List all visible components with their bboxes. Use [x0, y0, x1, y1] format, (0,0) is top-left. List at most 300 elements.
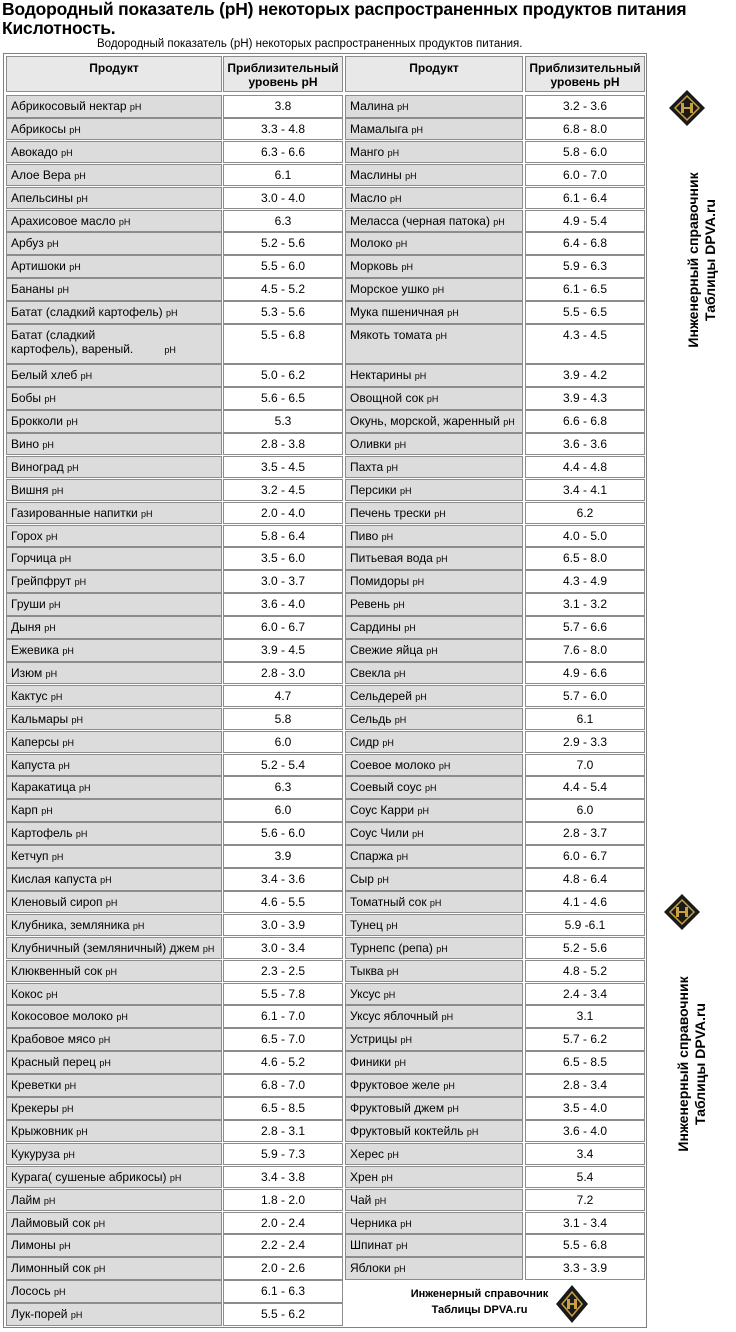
ph-value: 3.2 - 3.6 [562, 99, 608, 113]
ph-suffix: pH [432, 285, 445, 296]
product-name: Абрикосы [11, 121, 66, 136]
ph-suffix: pH [47, 239, 59, 250]
ph-suffix: pH [503, 417, 515, 427]
product-cell [6, 210, 222, 233]
product-name: Крекеры [11, 1101, 59, 1115]
ph-value: 5.3 [274, 414, 292, 428]
product-cell [345, 914, 523, 937]
ph-value-cell [525, 799, 645, 822]
product-cell [6, 570, 222, 593]
product-name: Манго [350, 144, 385, 159]
product-name: Ежевика [11, 643, 59, 657]
ph-suffix: pH [424, 783, 437, 794]
product-cell [345, 387, 523, 410]
product-cell [345, 1074, 523, 1097]
watermark-top-text: Инженерный справочник Таблицы DPVA.ru [685, 172, 718, 348]
ph-value-cell [525, 547, 645, 570]
product-cell [345, 301, 523, 324]
ph-suffix: pH [53, 1287, 66, 1298]
ph-suffix: pH [76, 193, 88, 204]
ph-value: 5.9 -6.1 [564, 917, 606, 932]
product-name: Сыр [350, 872, 374, 886]
product-name: Малина [350, 99, 394, 113]
page-title [2, 0, 734, 38]
ph-value-cell [223, 1005, 343, 1028]
ph-value-cell [525, 278, 645, 301]
ph-value: 6.3 - 6.6 [260, 144, 306, 159]
ph-value-cell [525, 1005, 645, 1028]
ph-value: 2.8 - 3.0 [260, 665, 306, 680]
ph-value: 2.2 - 2.4 [260, 1238, 306, 1253]
product-name: Бобы [11, 391, 42, 406]
product-cell [345, 502, 523, 525]
product-name: Крыжовник [11, 1123, 73, 1138]
product-cell [6, 95, 222, 118]
ph-value: 3.3 - 4.8 [260, 121, 306, 136]
ph-suffix: pH [493, 216, 505, 227]
ph-suffix: pH [118, 216, 131, 227]
product-cell [6, 525, 222, 548]
product-cell [6, 868, 222, 891]
ph-suffix: pH [76, 1126, 88, 1137]
product-cell [345, 960, 523, 983]
ph-value-cell [223, 983, 343, 1006]
product-name: Лимонный сок [11, 1261, 91, 1276]
product-name: Яблоки [350, 1261, 391, 1276]
ph-value-cell [223, 278, 343, 301]
product-cell [345, 639, 523, 662]
ph-value-cell [525, 1120, 645, 1143]
product-cell [6, 232, 222, 255]
ph-suffix: pH [426, 394, 439, 405]
ph-value: 6.1 [274, 167, 292, 182]
product-name: Изюм [11, 665, 43, 680]
product-cell [6, 685, 222, 708]
dpva-logo-icon [555, 1284, 589, 1324]
ph-value-cell [525, 364, 645, 387]
product-name: Кислая капуста [11, 872, 97, 886]
product-cell [6, 914, 222, 937]
product-name: Грейпфрут [11, 574, 72, 589]
product-cell [6, 118, 222, 141]
ph-suffix: pH [414, 371, 427, 382]
ph-value-cell [525, 1189, 645, 1212]
ph-value: 6.5 - 8.5 [260, 1101, 306, 1115]
product-name: Уксус яблочный [350, 1009, 439, 1024]
ph-value-cell [525, 845, 645, 868]
ph-suffix: pH [411, 124, 424, 135]
product-name: Сельдерей [350, 688, 412, 703]
ph-value: 2.0 - 2.6 [260, 1261, 306, 1276]
ph-suffix: pH [400, 1218, 412, 1229]
ph-value-cell [223, 364, 343, 387]
product-cell [345, 1005, 523, 1028]
product-name: Молоко [350, 236, 393, 251]
product-name: Вино [11, 436, 40, 451]
dpva-logo-icon [667, 88, 707, 128]
ph-suffix: pH [69, 124, 81, 135]
ph-value: 3.9 - 4.5 [260, 643, 306, 657]
product-name: Морковь [350, 259, 399, 274]
ph-value: 4.0 - 5.0 [562, 528, 608, 543]
product-cell [6, 324, 222, 364]
ph-suffix: pH [62, 1104, 74, 1114]
ph-suffix: pH [59, 1241, 71, 1252]
product-cell [6, 1257, 222, 1280]
ph-value-cell [525, 95, 645, 118]
ph-suffix: pH [443, 1081, 455, 1092]
ph-value: 6.1 [576, 711, 594, 726]
product-cell [345, 547, 523, 570]
ph-value: 6.0 [274, 734, 292, 749]
product-cell [6, 754, 222, 777]
ph-value-cell [223, 164, 343, 187]
ph-suffix: pH [387, 1149, 399, 1160]
product-cell [6, 456, 222, 479]
ph-value-cell [525, 433, 645, 456]
ph-suffix: pH [62, 737, 74, 748]
product-cell [6, 1234, 222, 1257]
ph-value: 5.5 - 7.8 [260, 986, 306, 1001]
ph-value-cell [525, 210, 645, 233]
ph-value-cell [223, 525, 343, 548]
ph-suffix: pH [169, 1172, 182, 1183]
header-product-right-label: Продукт [409, 61, 459, 75]
ph-table [3, 53, 647, 1328]
ph-value: 2.8 - 3.1 [260, 1123, 306, 1138]
ph-value-cell [525, 187, 645, 210]
product-cell [6, 616, 222, 639]
ph-value: 2.8 - 3.8 [260, 436, 306, 451]
ph-value-cell [223, 255, 343, 278]
product-cell [345, 1143, 523, 1166]
product-name: Курага( сушеные абрикосы) [11, 1169, 167, 1184]
ph-value-cell [223, 799, 343, 822]
ph-value-cell [223, 387, 343, 410]
product-name: Лаймовый сок [11, 1215, 91, 1230]
ph-suffix: pH [69, 262, 81, 273]
ph-value-cell [223, 662, 343, 685]
product-cell [6, 1303, 222, 1326]
ph-value-cell [525, 914, 645, 937]
ph-value-cell [223, 301, 343, 324]
ph-suffix: pH [412, 829, 424, 840]
ph-suffix: pH [165, 308, 178, 319]
ph-value: 4.3 - 4.5 [562, 328, 608, 342]
ph-suffix: pH [396, 1241, 408, 1252]
product-cell [345, 1234, 523, 1257]
product-cell [6, 547, 222, 570]
ph-value: 4.6 - 5.2 [260, 1055, 306, 1070]
ph-value: 3.6 - 4.0 [260, 597, 306, 612]
product-name: Крабовое мясо [11, 1032, 96, 1047]
ph-suffix: pH [43, 1195, 56, 1206]
ph-value-cell [525, 1234, 645, 1257]
product-cell [345, 983, 523, 1006]
product-name: Кокосовое молоко [11, 1009, 113, 1024]
ph-suffix: pH [396, 852, 409, 863]
product-cell [6, 301, 222, 324]
ph-value: 3.1 - 3.4 [562, 1215, 608, 1230]
ph-suffix: pH [50, 691, 63, 702]
ph-suffix: pH [393, 668, 406, 679]
product-name: Батат (сладкий картофель) [11, 305, 163, 320]
table-footer-logo [345, 1282, 643, 1326]
ph-value: 3.0 - 3.7 [260, 574, 306, 589]
ph-value: 6.5 - 8.0 [562, 551, 608, 566]
product-cell [345, 937, 523, 960]
product-cell [345, 118, 523, 141]
ph-value: 3.4 [576, 1146, 594, 1161]
product-name: Соевое молоко [350, 757, 436, 772]
ph-suffix: pH [466, 1126, 479, 1137]
ph-value: 6.0 - 6.7 [260, 620, 306, 635]
ph-value: 5.5 - 6.8 [562, 1238, 608, 1253]
ph-suffix: pH [49, 600, 61, 611]
product-name: Газированные напитки [11, 505, 138, 520]
ph-value: 5.9 - 6.3 [562, 259, 608, 274]
ph-suffix: pH [66, 417, 78, 427]
product-name: Масло [350, 190, 387, 205]
ph-suffix: pH [64, 1081, 77, 1092]
ph-value-cell [223, 1257, 343, 1280]
page-title-line1: Водородный показатель (pH) некоторых распространенных продуктов питания [2, 0, 687, 19]
ph-value-cell [525, 1143, 645, 1166]
product-name: Тыква [350, 963, 384, 978]
ph-value: 6.1 - 7.0 [260, 1009, 306, 1024]
product-cell [345, 593, 523, 616]
ph-suffix: pH [381, 531, 394, 542]
header-level-left-label: Приблизительный уровень pH [227, 61, 339, 89]
ph-value-cell [223, 1234, 343, 1257]
ph-value: 6.4 - 6.8 [562, 236, 608, 251]
product-name: Черника [350, 1215, 397, 1230]
ph-value: 4.4 - 4.8 [562, 459, 608, 474]
product-name: Чай [350, 1192, 372, 1207]
ph-value: 4.3 - 4.9 [562, 574, 608, 589]
product-name: Мука пшеничная [350, 305, 444, 320]
ph-value: 5.5 - 6.2 [260, 1307, 306, 1322]
product-name: Помидоры [350, 574, 410, 589]
ph-value-cell [223, 914, 343, 937]
ph-suffix: pH [415, 691, 427, 702]
product-cell [345, 232, 523, 255]
product-name: Окунь, морской, жаренный [350, 414, 500, 428]
ph-value-cell [525, 708, 645, 731]
ph-suffix: pH [447, 1104, 459, 1114]
ph-value-cell [525, 1257, 645, 1280]
header-product-right [345, 56, 523, 92]
ph-value: 6.1 - 6.3 [260, 1284, 306, 1299]
product-cell [6, 731, 222, 754]
ph-value: 4.9 - 6.6 [562, 665, 608, 680]
product-cell [345, 278, 523, 301]
product-name: Херес [350, 1146, 385, 1161]
product-cell [6, 1051, 222, 1074]
ph-suffix: pH [80, 371, 93, 382]
product-name: Оливки [350, 436, 392, 451]
product-name: Горчица [11, 551, 57, 566]
product-cell [6, 387, 222, 410]
product-name: Лук-порей [11, 1307, 68, 1322]
ph-value-cell [223, 141, 343, 164]
product-cell [345, 891, 523, 914]
ph-value-cell [525, 616, 645, 639]
ph-value: 4.6 - 5.5 [260, 894, 306, 909]
ph-suffix: pH [395, 239, 408, 250]
ph-value: 3.5 - 4.0 [562, 1101, 608, 1115]
ph-value: 4.8 - 6.4 [562, 872, 608, 886]
product-name: Хрен [350, 1169, 378, 1184]
product-cell [345, 754, 523, 777]
ph-value: 6.0 - 6.7 [562, 849, 608, 864]
product-cell [6, 662, 222, 685]
ph-suffix: pH [394, 1058, 406, 1069]
product-name: Каперсы [11, 734, 60, 749]
ph-suffix: pH [374, 1195, 387, 1206]
ph-value: 3.9 - 4.3 [562, 391, 608, 406]
ph-value: 2.9 - 3.3 [562, 734, 608, 749]
product-name: Клубничный (земляничный) джем [11, 940, 200, 955]
product-name: Соевый соус [350, 780, 422, 795]
ph-value: 7.0 [576, 757, 594, 772]
product-name: Кактус [11, 688, 48, 703]
ph-value-cell [223, 1074, 343, 1097]
ph-value-cell [525, 891, 645, 914]
product-cell [6, 1189, 222, 1212]
ph-value: 7.2 [576, 1192, 594, 1207]
product-name: Сардины [350, 620, 401, 635]
product-name: Артишоки [11, 259, 66, 274]
ph-value-cell [525, 1028, 645, 1051]
ph-suffix: pH [93, 1264, 106, 1275]
ph-value-cell [223, 232, 343, 255]
product-cell [6, 708, 222, 731]
product-cell [6, 187, 222, 210]
ph-value: 5.7 - 6.2 [562, 1032, 608, 1047]
ph-suffix: pH [381, 1172, 393, 1183]
product-cell [6, 255, 222, 278]
product-cell [345, 95, 523, 118]
ph-suffix: pH [164, 345, 176, 355]
ph-suffix: pH [45, 531, 58, 542]
page-title-line2: Кислотность. [2, 18, 116, 38]
product-cell [6, 960, 222, 983]
ph-value: 4.5 - 5.2 [260, 282, 306, 297]
table-caption: Водородный показатель (pH) некоторых распространенных продуктов питания. [97, 38, 523, 50]
product-cell [345, 1189, 523, 1212]
ph-value: 6.8 - 8.0 [562, 121, 608, 136]
product-name: Пиво [350, 528, 379, 543]
ph-suffix: pH [447, 308, 459, 319]
ph-value-cell [525, 754, 645, 777]
product-name: Апельсины [11, 190, 73, 205]
product-cell [345, 799, 523, 822]
product-name: Фруктовое желе [350, 1078, 440, 1093]
ph-value-cell [525, 822, 645, 845]
ph-value-cell [223, 1212, 343, 1235]
ph-value-cell [525, 639, 645, 662]
product-name: Горох [11, 528, 43, 543]
product-cell [6, 1166, 222, 1189]
ph-value: 3.9 [274, 849, 292, 864]
ph-suffix: pH [202, 943, 215, 954]
product-name: Белый хлеб [11, 368, 78, 383]
header-level-right [525, 56, 645, 92]
product-cell [6, 502, 222, 525]
product-cell [345, 1051, 523, 1074]
ph-suffix: pH [59, 554, 72, 565]
product-cell [6, 1280, 222, 1303]
ph-value-cell [223, 1120, 343, 1143]
product-cell [345, 364, 523, 387]
ph-value: 5.8 - 6.4 [260, 528, 306, 543]
product-cell [6, 410, 222, 433]
product-name: Мамалыга [350, 121, 409, 136]
ph-value-cell [223, 95, 343, 118]
ph-value: 5.6 - 6.0 [260, 826, 306, 841]
product-name: Меласса (черная патока) [350, 213, 490, 228]
ph-value-cell [223, 708, 343, 731]
ph-suffix: pH [71, 714, 83, 725]
product-name: Груши [11, 597, 46, 612]
product-cell [345, 662, 523, 685]
product-cell [6, 983, 222, 1006]
ph-suffix: pH [394, 439, 407, 450]
ph-value-cell [223, 570, 343, 593]
product-name: Персики [350, 482, 397, 497]
ph-value: 3.9 - 4.2 [562, 368, 608, 383]
ph-value: 6.0 [576, 803, 594, 818]
ph-value: 2.0 - 2.4 [260, 1215, 306, 1230]
product-name: Сидр [350, 734, 380, 749]
ph-value-cell [223, 754, 343, 777]
product-cell [345, 616, 523, 639]
ph-value: 5.7 - 6.6 [562, 620, 608, 635]
ph-suffix: pH [436, 943, 448, 954]
product-name: Виноград [11, 459, 64, 474]
ph-value-cell [223, 210, 343, 233]
ph-value-cell [223, 731, 343, 754]
ph-suffix: pH [129, 102, 142, 112]
product-cell [345, 141, 523, 164]
ph-suffix: pH [386, 462, 399, 473]
ph-value-cell [223, 1189, 343, 1212]
ph-value-cell [525, 1212, 645, 1235]
ph-suffix: pH [436, 554, 448, 565]
product-cell [345, 685, 523, 708]
product-name: Кукуруза [11, 1146, 60, 1161]
product-name: Алое Вера [11, 167, 71, 182]
ph-value-cell [223, 868, 343, 891]
ph-value: 3.2 - 4.5 [260, 482, 306, 497]
ph-value-cell [223, 1051, 343, 1074]
product-cell [345, 776, 523, 799]
product-cell [345, 708, 523, 731]
product-cell [6, 891, 222, 914]
ph-suffix: pH [387, 147, 400, 158]
ph-value: 5.4 [576, 1169, 594, 1184]
product-cell [345, 164, 523, 187]
ph-suffix: pH [394, 1264, 406, 1275]
product-cell [6, 639, 222, 662]
product-cell [345, 822, 523, 845]
ph-value: 3.0 - 4.0 [260, 190, 306, 205]
ph-value: 6.1 - 6.5 [562, 282, 608, 297]
product-cell [345, 187, 523, 210]
ph-suffix: pH [75, 829, 88, 840]
ph-value: 3.6 - 3.6 [562, 436, 608, 451]
